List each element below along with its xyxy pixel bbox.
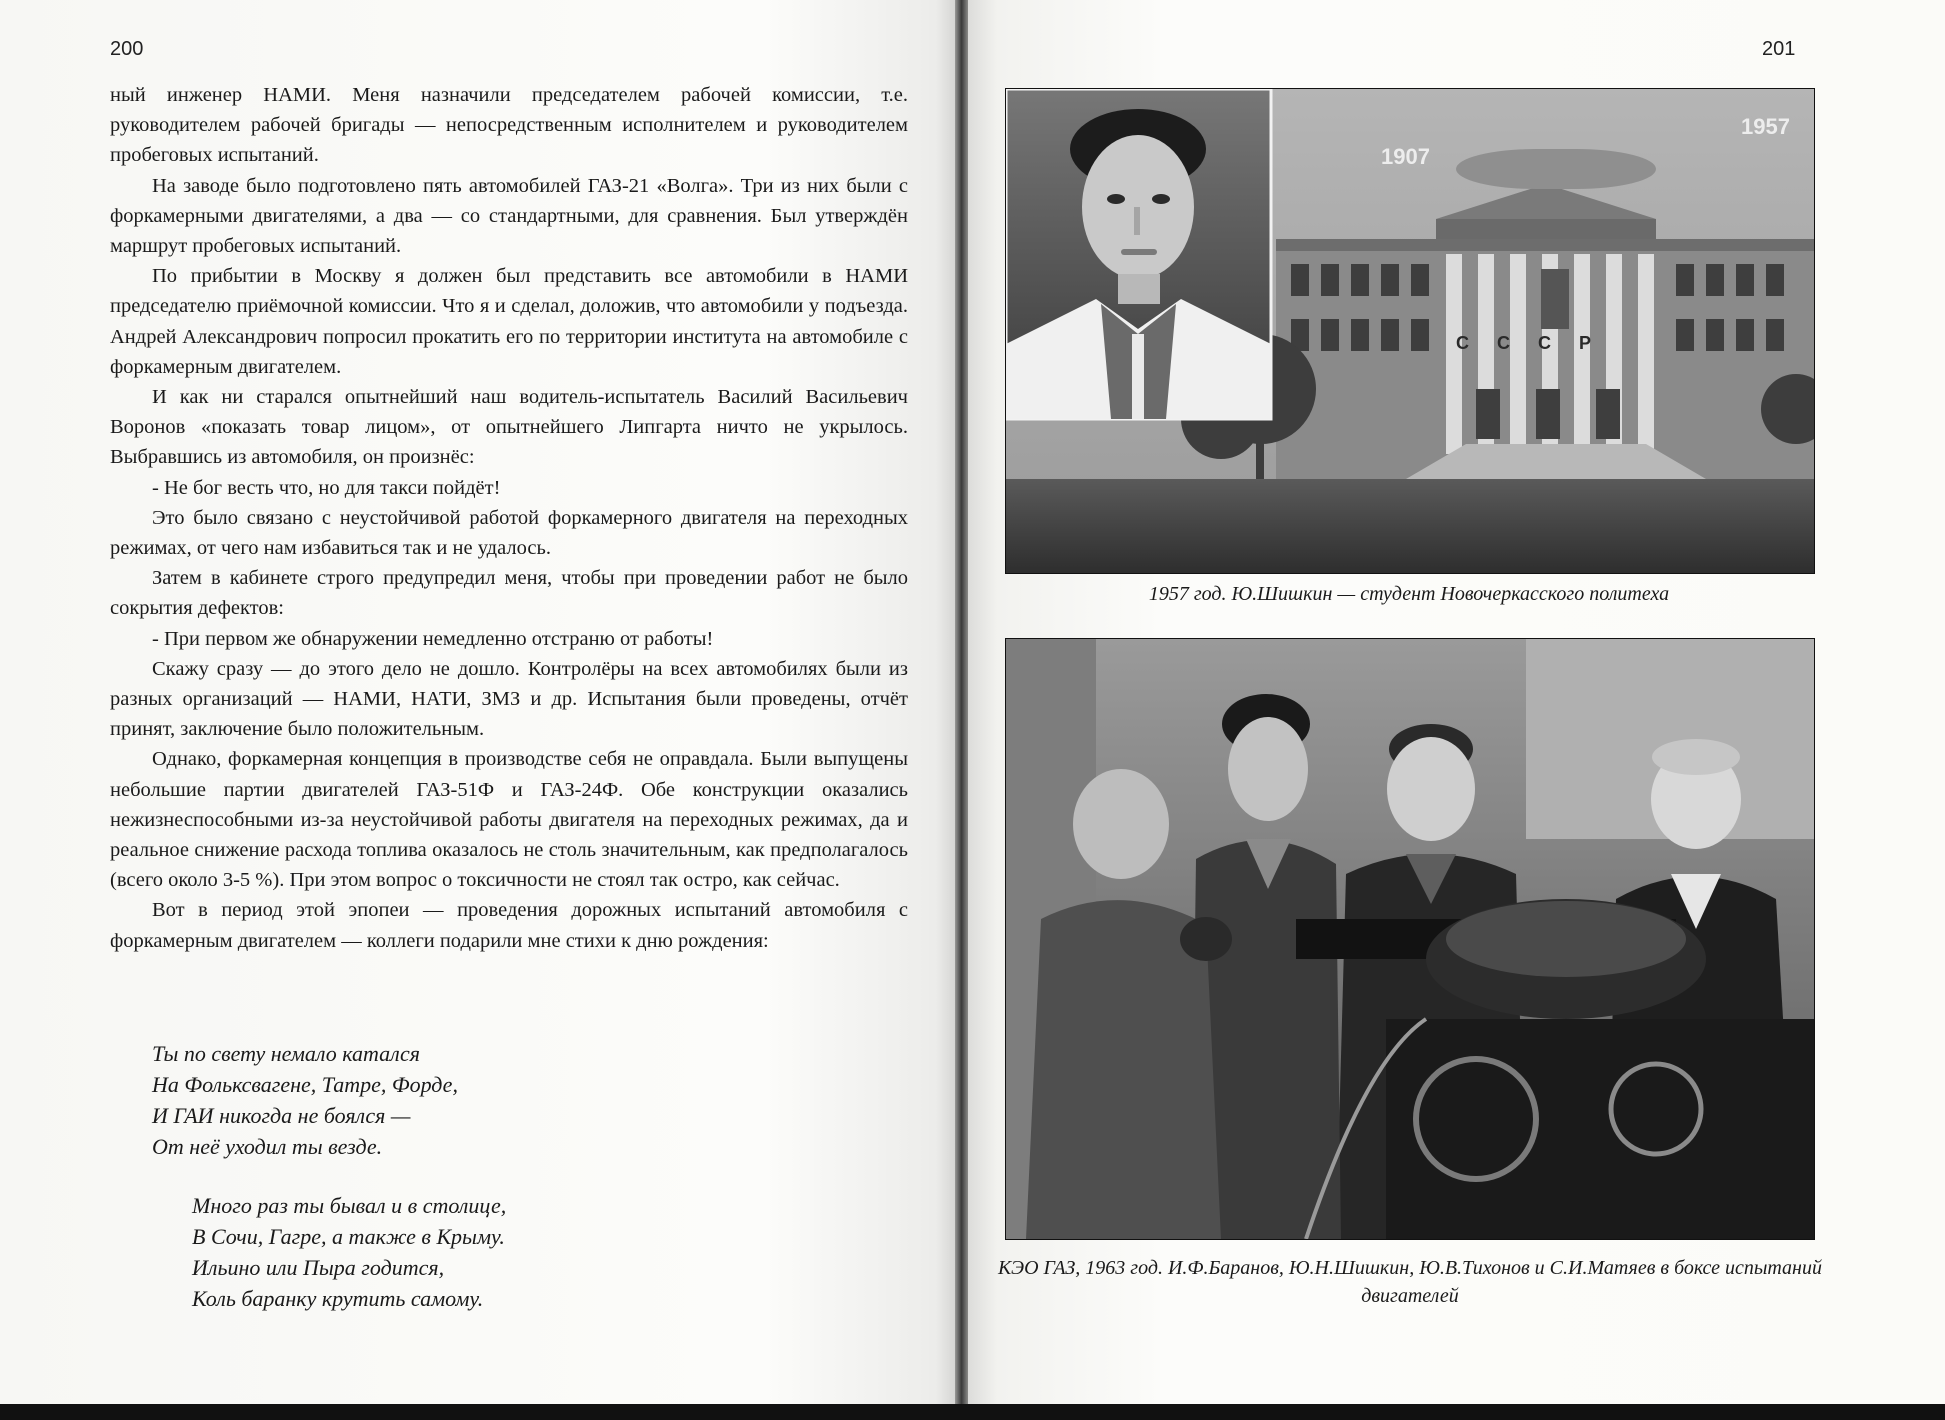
poem-line: В Сочи, Гагре, а также в Крыму. (192, 1224, 505, 1249)
photo-1-caption: 1957 год. Ю.Шишкин — студент Новочеркасского политеха (1148, 583, 1670, 605)
paragraph: И как ни старался опытнейший наш водитель-испытатель Василий Васильевич Воронов «показать товар лицом», от опытнейшего Липгарта ничто не укрылось. Выбравшись из автомобиля, он произнёс: (110, 386, 908, 469)
paragraph: Однако, форкамерная концепция в производстве себя не оправдала. Были выпущены небольшие партии двигателей ГАЗ-51Ф и ГАЗ-24Ф. Обе конструкции оказались нежизнеспособными из-за неустойчивой работы двигателя на переходных режимах, да и реальное снижение расхода топлива оказалось не столь значительным, как предполагалось (всего около 3-5 %). При этом вопрос о токсичности не стоял так остро, как сейчас. (110, 748, 908, 892)
left-page (0, 0, 955, 1404)
paragraph: Скажу сразу — до этого дело не дошло. Контролёры на всех автомобилях были из разных организаций — НАМИ, НАТИ, ЗМЗ и др. Испытания были проведены, отчёт принят, заключение было положительным. (110, 657, 908, 741)
photo-engine-test-bay (1005, 638, 1815, 1240)
poem-line: Коль баранку крутить самому. (192, 1286, 484, 1311)
page-number-left: 200 (110, 38, 144, 60)
photo-2-illustration (1006, 639, 1814, 1239)
book-gutter (955, 0, 968, 1404)
year-right-label: 1957 (1741, 114, 1790, 139)
photo-2-caption: КЭО ГАЗ, 1963 год. И.Ф.Баранов, Ю.Н.Шишкин, Ю.В.Тихонов и С.И.Матяев в боксе испытаний двигателей (998, 1257, 1822, 1307)
photo-student-and-institute (1005, 88, 1815, 574)
poem-line: Ты по свету немало катался (152, 1041, 421, 1066)
building-banner-text: СССР (1456, 333, 1620, 353)
scan-edge (0, 1404, 1945, 1420)
poem-line: От неё уходил ты везде. (152, 1134, 383, 1159)
paragraph: На заводе было подготовлено пять автомобилей ГАЗ-21 «Волга». Три из них были с форкамерными двигателями, а два — со стандартными, для сравнения. Был утверждён маршрут пробеговых испытаний. (110, 174, 908, 258)
paragraph: По прибытии в Москву я должен был представить все автомобили в НАМИ председателю приёмочной комиссии. Что я и сделал, доложив, что автомобили у подъезда. Андрей Александрович попросил прокатить его по территории института на автомобиле с форкамерным двигателем. (110, 265, 908, 378)
paragraph: Вот в период этой эпопеи — проведения дорожных испытаний автомобиля с форкамерным двигателем — коллеги подарили мне стихи к дню рождения: (110, 899, 908, 952)
poem-line: Ильино или Пыра годится, (192, 1255, 445, 1280)
poem-line: И ГАИ никогда не боялся — (152, 1103, 411, 1128)
poem-line: На Фольксвагене, Татре, Форде, (152, 1072, 458, 1097)
paragraph: - При первом же обнаружении немедленно отстраню от работы! (152, 627, 714, 650)
year-left-label: 1907 (1381, 144, 1430, 169)
poem-line: Много раз ты бывал и в столице, (192, 1193, 507, 1218)
portrait-inset (1006, 89, 1271, 419)
page-number-right: 201 (1762, 38, 1796, 60)
left-body-text (110, 80, 908, 956)
paragraph: Это было связано с неустойчивой работой форкамерного двигателя на переходных режимах, от чего нам избавиться так и не удалось. (110, 506, 908, 560)
paragraph: Затем в кабинете строго предупредил меня, чтобы при проведении работ не было сокрытия дефектов: (110, 567, 908, 620)
paragraph: - Не бог весть что, но для такси пойдёт! (152, 476, 501, 499)
poem-stanza-2 (192, 1190, 506, 1314)
poem-stanza-1 (152, 1038, 458, 1162)
paragraph: ный инженер НАМИ. Меня назначили председателем рабочей комиссии, т.е. руководителем рабочей бригады — непосредственным исполнителем и руководителем пробеговых испытаний. (110, 84, 908, 167)
photo-1-illustration (1006, 89, 1814, 573)
